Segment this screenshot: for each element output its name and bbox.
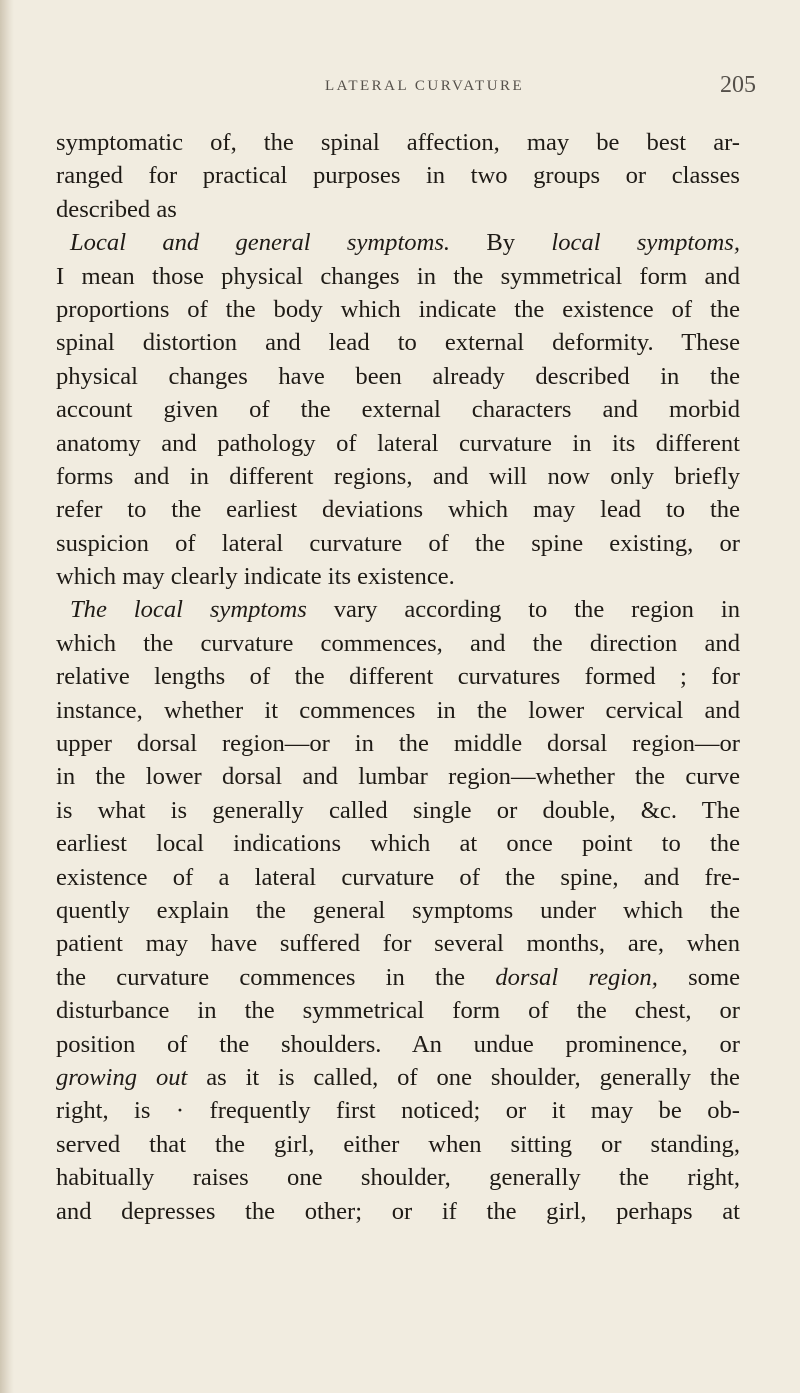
italic-text: dorsal region, <box>495 963 658 991</box>
text-run: patient may have suffered for several months, are, when <box>56 930 740 958</box>
text-run: symptomatic of, the spinal affection, may be best ar- <box>56 129 740 156</box>
text-run: is what is generally called single or double, &c. The <box>56 796 740 824</box>
text-run: By <box>450 229 552 257</box>
text-line <box>56 760 740 793</box>
text-line <box>56 593 740 626</box>
text-line <box>56 827 740 860</box>
text-run: account given of the external characters and morbid <box>56 396 740 424</box>
text-line <box>56 159 740 192</box>
text-run: described as <box>56 195 177 223</box>
text-run: earliest local indications which at once point to the <box>56 830 740 858</box>
text-run: right, is · frequently first noticed; or it may be ob- <box>56 1097 740 1125</box>
text-line <box>56 460 740 493</box>
text-run: as it is called, of one shoulder, generally the <box>187 1063 740 1091</box>
text-line <box>56 994 740 1027</box>
text-run: existence of a lateral curvature of the spine, and fre- <box>56 863 740 891</box>
text-run: spinal distortion and lead to external deformity. These <box>56 329 740 357</box>
text-line <box>56 660 740 693</box>
text-line <box>56 226 740 259</box>
text-line <box>56 1028 740 1061</box>
italic-text: Local and general symptoms. <box>70 229 451 257</box>
text-line <box>56 493 740 526</box>
text-line <box>56 627 740 660</box>
text-line <box>56 1094 740 1127</box>
text-run: in the lower dorsal and lumbar region—whether the curve <box>56 763 740 791</box>
text-run: which the curvature commences, and the direction and <box>56 629 740 657</box>
text-line <box>56 794 740 827</box>
text-run: some <box>657 963 741 991</box>
text-run: ranged for practical purposes in two groups or classes <box>56 162 740 190</box>
text-line <box>56 727 740 760</box>
text-run: the curvature commences in the <box>56 963 496 991</box>
text-line <box>56 1061 740 1094</box>
text-line <box>56 393 740 426</box>
text-run: disturbance in the symmetrical form of the chest, or <box>56 997 740 1025</box>
text-run: position of the shoulders. An undue prominence, or <box>56 1030 740 1058</box>
page-header <box>0 72 800 112</box>
italic-text: local symptoms, <box>551 229 740 257</box>
text-run: vary according to the region in <box>306 596 740 624</box>
text-run: physical changes have been already described in the <box>56 362 740 390</box>
text-line <box>56 527 740 560</box>
text-line <box>56 126 740 159</box>
text-line <box>56 560 740 593</box>
page-edge-shadow <box>0 0 14 1393</box>
text-line <box>56 961 740 994</box>
text-line <box>56 894 740 927</box>
text-run: and depresses the other; or if the girl, perhaps at <box>56 1197 740 1225</box>
text-line <box>56 360 740 393</box>
italic-text: growing out <box>56 1063 188 1091</box>
text-line <box>56 1128 740 1161</box>
text-line <box>56 927 740 960</box>
text-run: I mean those physical changes in the symmetrical form and <box>56 262 740 290</box>
body-text <box>56 126 740 1228</box>
text-line <box>56 260 740 293</box>
text-run: habitually raises one shoulder, generally the right, <box>56 1164 740 1192</box>
text-run: which may clearly indicate its existence. <box>56 563 455 591</box>
text-line <box>56 293 740 326</box>
text-run: served that the girl, either when sitting or standing, <box>56 1130 740 1158</box>
text-line <box>56 861 740 894</box>
text-line <box>56 193 740 226</box>
text-run: instance, whether it commences in the lower cervical and <box>56 696 740 724</box>
text-line <box>56 1195 740 1228</box>
text-run: quently explain the general symptoms under which the <box>56 896 740 924</box>
italic-text: The local symptoms <box>70 596 307 624</box>
text-run: relative lengths of the different curvatures formed ; for <box>56 663 740 691</box>
text-run: proportions of the body which indicate the existence of the <box>56 295 740 323</box>
text-line <box>56 427 740 460</box>
text-run: forms and in different regions, and will now only briefly <box>56 462 740 490</box>
text-run: suspicion of lateral curvature of the spine existing, or <box>56 529 740 557</box>
text-run: upper dorsal region—or in the middle dorsal region—or <box>56 730 740 758</box>
page-number: 205 <box>720 72 756 98</box>
text-run: anatomy and pathology of lateral curvature in its different <box>56 429 740 457</box>
running-head: LATERAL CURVATURE <box>325 78 525 94</box>
text-line <box>56 694 740 727</box>
text-run: refer to the earliest deviations which may lead to the <box>56 496 740 524</box>
text-line <box>56 1161 740 1194</box>
text-line <box>56 326 740 359</box>
